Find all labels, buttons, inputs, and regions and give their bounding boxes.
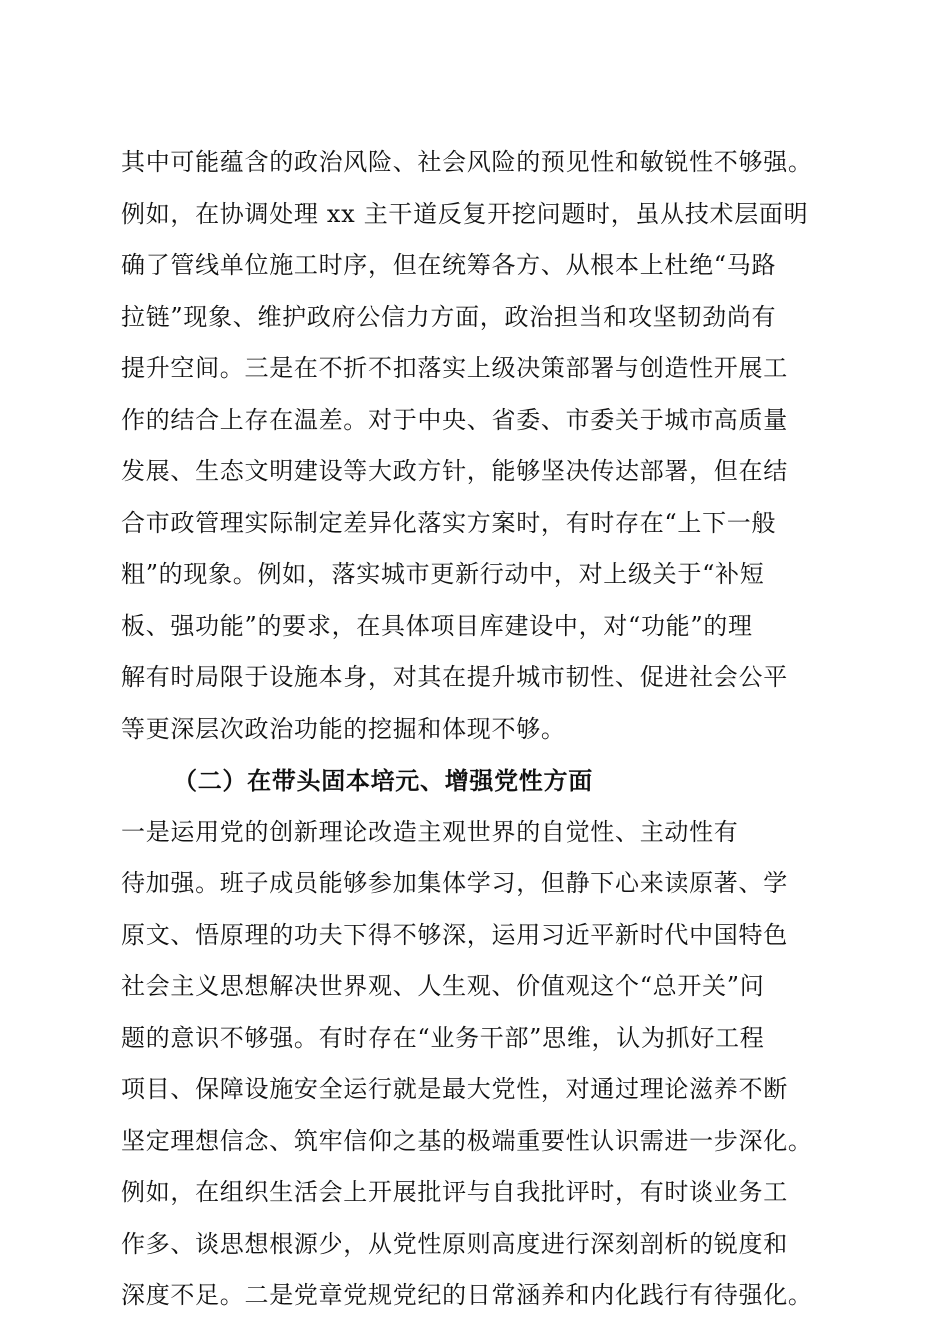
text-line: 合市政管理实际制定差异化落实方案时，有时存在“上下一般 (121, 508, 777, 537)
text-line: 发展、生态文明建设等大政方针，能够坚决传达部署，但在结 (121, 457, 788, 485)
text-line: 题的意识不够强。有时存在“业务干部”思维，认为抓好工程 (121, 1023, 765, 1052)
text-line: 一是运用党的创新理论改造主观世界的自觉性、主动性有 (121, 817, 739, 846)
text-line: 待加强。班子成员能够参加集体学习，但静下心来读原著、学 (121, 869, 788, 897)
text-line: 确了管线单位施工时序，但在统筹各方、从根本上杜绝“马路 (121, 251, 777, 279)
text-line: 粗”的现象。例如，落实城市更新行动中，对上级关于“补短 (121, 560, 765, 588)
text-line: 坚定理想信念、筑牢信仰之基的极端重要性认识需进一步深化。 (121, 1126, 813, 1155)
text-line: 等更深层次政治功能的挖掘和体现不够。 (121, 714, 566, 743)
text-line: 深度不足。二是党章党规党纪的日常涵养和内化践行有待强化。 (121, 1281, 813, 1309)
text-line: 原文、悟原理的功夫下得不够深，运用习近平新时代中国特色 (121, 920, 788, 949)
text-line: 提升空间。三是在不折不扣落实上级决策部署与创造性开展工 (121, 354, 788, 382)
text-line: 项目、保障设施安全运行就是最大党性，对通过理论滋养不断 (121, 1075, 788, 1103)
document-body (121, 137, 841, 1322)
text-line: 社会主义思想解决世界观、人生观、价值观这个“总开关”问 (121, 972, 765, 1000)
text-line: 其中可能蕴含的政治风险、社会风险的预见性和敏锐性不够强。 (121, 148, 813, 176)
text-line: 作的结合上存在温差。对于中央、省委、市委关于城市高质量 (121, 405, 788, 434)
text-line: 板、强功能”的要求，在具体项目库建设中，对“功能”的理 (121, 611, 753, 640)
text-line: 例如，在组织生活会上开展批评与自我批评时，有时谈业务工 (121, 1178, 788, 1206)
text-line: 作多、谈思想根源少，从党性原则高度进行深刻剖析的锐度和 (121, 1229, 788, 1258)
text-line: 拉链”现象、维护政府公信力方面，政治担当和攻坚韧劲尚有 (121, 302, 777, 331)
section-heading: （二）在带头固本培元、增强党性方面 (173, 766, 593, 795)
text-line: 例如，在协调处理 xx 主干道反复开挖问题时，虽从技术层面明 (121, 199, 809, 228)
text-line: 解有时局限于设施本身，对其在提升城市韧性、促进社会公平 (121, 663, 788, 691)
